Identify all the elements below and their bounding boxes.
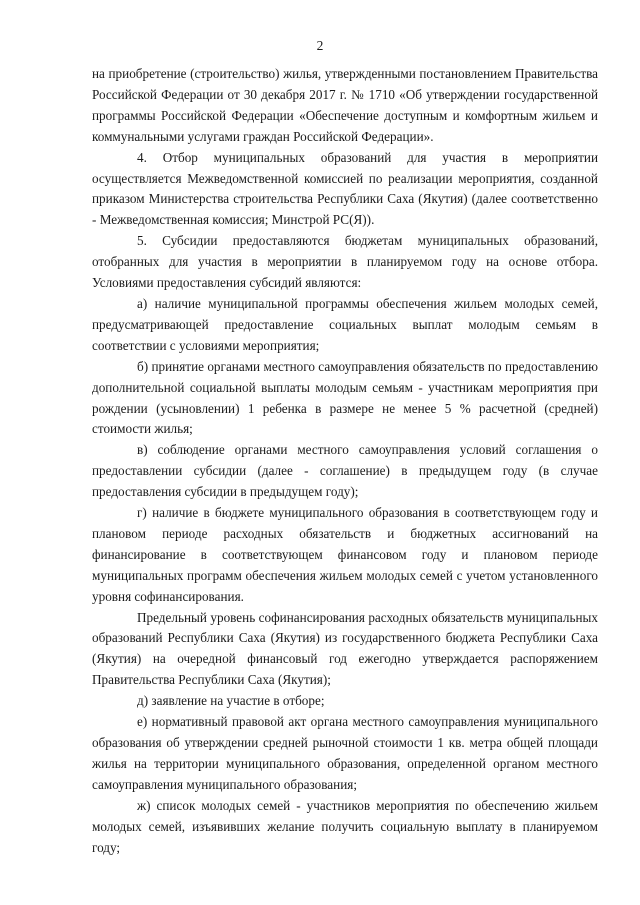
paragraph-subitem-zh: ж) список молодых семей - участников мероприятия по обеспечению жильем молодых семей, изъявивших желание получить социальную выплату в планируемом году;	[92, 797, 598, 855]
paragraph-item-5: 5. Субсидии предоставляются бюджетам муниципальных образований, отобранных для участия в мероприятии в планируемом году на основе отбора. Условиями предоставления субсидий являются:	[92, 233, 598, 291]
document-body	[92, 64, 598, 858]
page-number: 2	[316, 38, 324, 53]
paragraph-continuation: на приобретение (строительство) жилья, утвержденными постановлением Правительства Российской Федерации от 30 декабря 2017 г. № 1710 «Об утверждении государственной программы Российской Федерации «Обеспечение доступным и комфортным жильем и коммунальными услугами граждан Российской Федерации».	[92, 66, 598, 144]
paragraph-cofinancing: Предельный уровень софинансирования расходных обязательств муниципальных образований Республики Саха (Якутия) из государственного бюджета Республики Саха (Якутия) на очередной финансовый год ежегодно утверждается распоряжением Правительства Республики Саха (Якутия);	[92, 609, 598, 688]
paragraph-subitem-v: в) соблюдение органами местного самоуправления условий соглашения о предоставлении субсидии (далее - соглашение) в предыдущем году (в случае предоставления субсидии в предыдущем году);	[92, 442, 598, 500]
paragraph-subitem-g: г) наличие в бюджете муниципального образования в соответствующем году и плановом периоде расходных обязательств и бюджетных ассигнований на финансирование в соответствующем финансовом году и плановом периоде муниципальных программ обеспечения жильем молодых семей с учетом установленного уровня софинансирования.	[92, 505, 598, 604]
paragraph-subitem-e: е) нормативный правовой акт органа местного самоуправления муниципального образования об утверждении средней рыночной стоимости 1 кв. метра общей площади жилья на территории муниципального образования, определенной органом местного самоуправления муниципального образования;	[92, 714, 598, 792]
paragraph-subitem-a: а) наличие муниципальной программы обеспечения жильем молодых семей, предусматривающей предоставление социальных выплат молодым семьям в соответствии с условиями мероприятия;	[92, 295, 598, 353]
paragraph-subitem-d: д) заявление на участие в отборе;	[137, 693, 325, 709]
paragraph-subitem-b: б) принятие органами местного самоуправления обязательств по предоставлению дополнительной социальной выплаты молодым семьям - участникам мероприятия при рождении (усыновлении) 1 ребенка в размере не менее 5 % расчетной (средней) стоимости жилья;	[92, 358, 598, 437]
paragraph-item-4: 4. Отбор муниципальных образований для участия в мероприятии осуществляется Межведомственной комиссией по реализации мероприятия, созданной приказом Министерства строительства Республики Саха (Якутия) (далее соответственно - Межведомственная комиссия; Минстрой РС(Я)).	[92, 149, 598, 228]
